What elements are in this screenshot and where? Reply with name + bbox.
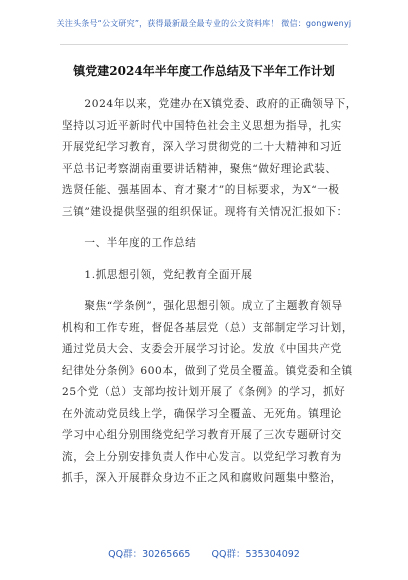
body-line: 三镇”建设提供坚强的组织保证。现将有关情况汇报如下： — [62, 205, 348, 218]
body-line: 25个党（总）支部均按计划开展了《条例》的学习，抓好 — [62, 386, 346, 398]
body-line: 2024年以来，党建办在X镇党委、政府的正确领导下， — [62, 98, 357, 110]
body-line: 通过党员大会、支委会开展学习讨论。发放《中国共产党 — [62, 343, 342, 355]
document-title: 镇党建2024年半年度工作总结及下半年工作计划 — [73, 64, 335, 78]
page-header-notice: 关注头条号“公文研究”，获得最新最全最专业的公文资料库！ 微信：gongwenyj — [56, 19, 352, 28]
body-line: 平总书记考察湖南重要讲话精神，聚焦“做好理论武装、 — [62, 162, 337, 175]
page-footer — [0, 546, 408, 560]
footer-qq-group-1: QQ群：30265665 — [108, 549, 191, 560]
body-line: 纪律处分条例》600本，做到了党员全覆盖。镇党委和全镇 — [62, 364, 353, 377]
section-heading: 一、半年度的工作总结 — [62, 237, 197, 249]
body-line: 选贤任能、强基固本、育才聚才”的目标要求，为X“一极 — [62, 184, 340, 196]
body-line: 坚持以习近平新时代中国特色社会主义思想为指导，扎实 — [62, 119, 342, 132]
body-line: 学习中心组分别围绕党纪学习教育开展了三次专题研讨交 — [62, 429, 342, 441]
paragraph-gap — [62, 223, 348, 233]
body-line: 聚焦“学条例”，强化思想引领。成立了主题教育领导 — [62, 300, 343, 312]
body-line: 抓手，深入开展群众身边不正之风和腐败问题集中整治， — [62, 472, 342, 484]
body-line: 流，会上分别安排负责人作中心发言。以党纪学习教育为 — [62, 450, 342, 463]
paragraph-gap — [62, 255, 348, 265]
body-line: 开展党纪学习教育，深入学习贯彻党的二十大精神和习近 — [62, 141, 342, 153]
body-line: 在外流动党员线上学，确保学习全覆盖、无死角。镇理论 — [62, 407, 342, 420]
footer-qq-group-2: QQ群：535304092 — [211, 549, 300, 560]
header-divider — [60, 44, 348, 45]
body-line: 机构和工作专班，督促各基层党（总）支部制定学习计划， — [62, 321, 354, 334]
document-body — [62, 94, 357, 490]
subsection-heading: 1.抓思想引领，党纪教育全面开展 — [62, 268, 253, 281]
paragraph-gap — [62, 286, 348, 296]
